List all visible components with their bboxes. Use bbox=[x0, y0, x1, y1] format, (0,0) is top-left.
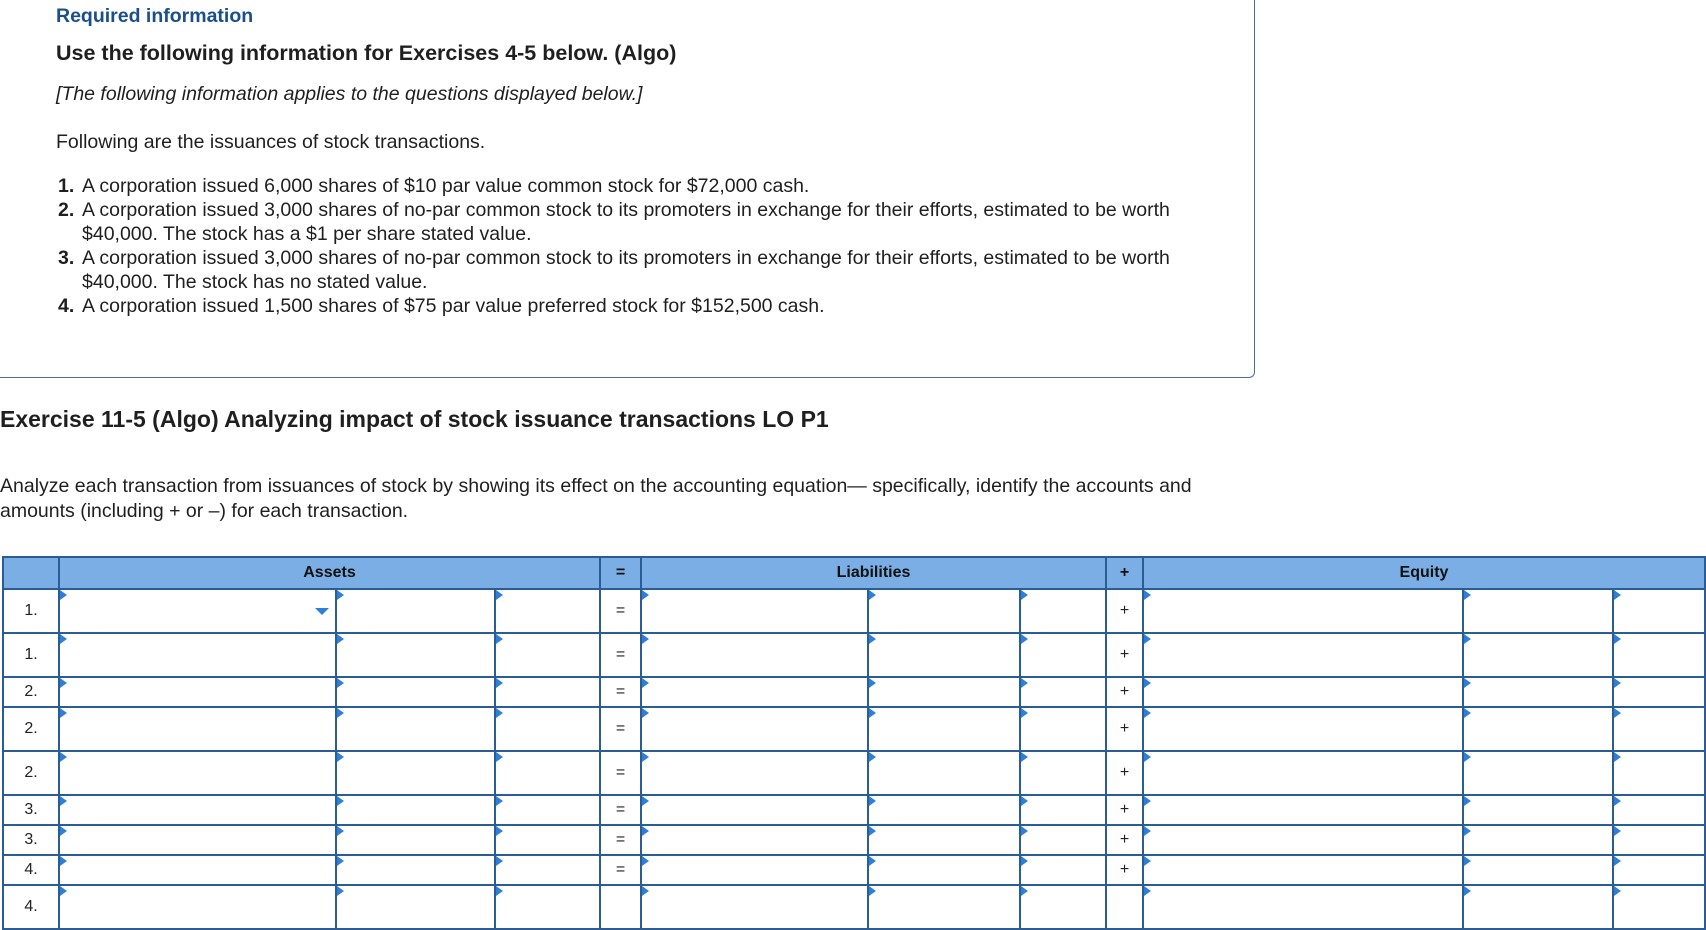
equity-account-input[interactable] bbox=[1143, 795, 1463, 825]
list-item bbox=[58, 198, 1198, 246]
assets-extra-input[interactable] bbox=[495, 885, 600, 929]
liabilities-header: Liabilities bbox=[641, 557, 1106, 589]
plus-header: + bbox=[1106, 557, 1143, 589]
assets-extra-input[interactable] bbox=[495, 855, 600, 885]
liabilities-amount-input[interactable] bbox=[868, 795, 1020, 825]
assets-extra-input[interactable] bbox=[495, 707, 600, 751]
list-item-number: 2. bbox=[58, 199, 75, 221]
equity-extra-input[interactable] bbox=[1613, 855, 1705, 885]
row-header-blank bbox=[3, 557, 59, 589]
plus-sign: + bbox=[1106, 633, 1143, 677]
liabilities-account-input[interactable] bbox=[641, 855, 868, 885]
assets-account-input[interactable] bbox=[59, 707, 336, 751]
table-row bbox=[3, 795, 1705, 825]
equity-amount-input[interactable] bbox=[1463, 885, 1613, 929]
plus-sign: + bbox=[1106, 707, 1143, 751]
liabilities-extra-input[interactable] bbox=[1020, 589, 1106, 633]
equals-sign: = bbox=[600, 633, 641, 677]
intro-lead: Following are the issuances of stock transactions. bbox=[56, 131, 486, 153]
equals-sign: = bbox=[600, 825, 641, 855]
equity-header: Equity bbox=[1143, 557, 1705, 589]
intro-note: [The following information applies to the questions displayed below.] bbox=[56, 83, 643, 105]
equity-amount-input[interactable] bbox=[1463, 751, 1613, 795]
transaction-list bbox=[58, 174, 1198, 318]
equity-extra-input[interactable] bbox=[1613, 885, 1705, 929]
equity-extra-input[interactable] bbox=[1613, 677, 1705, 707]
equity-extra-input[interactable] bbox=[1613, 825, 1705, 855]
liabilities-extra-input[interactable] bbox=[1020, 707, 1106, 751]
liabilities-amount-input[interactable] bbox=[868, 677, 1020, 707]
equity-account-input[interactable] bbox=[1143, 589, 1463, 633]
equity-amount-input[interactable] bbox=[1463, 677, 1613, 707]
row-label: 1. bbox=[3, 589, 59, 633]
equals-sign: = bbox=[600, 751, 641, 795]
liabilities-extra-input[interactable] bbox=[1020, 677, 1106, 707]
table-body bbox=[3, 589, 1705, 929]
plus-sign: + bbox=[1106, 795, 1143, 825]
exercise-title: Exercise 11-5 (Algo) Analyzing impact of stock issuance transactions LO P1 bbox=[0, 406, 829, 432]
required-info-label: Required information bbox=[56, 5, 254, 27]
assets-amount-input[interactable] bbox=[336, 795, 495, 825]
liabilities-amount-input[interactable] bbox=[868, 707, 1020, 751]
liabilities-amount-input[interactable] bbox=[868, 885, 1020, 929]
equity-account-input[interactable] bbox=[1143, 825, 1463, 855]
table-row bbox=[3, 633, 1705, 677]
assets-extra-input[interactable] bbox=[495, 589, 600, 633]
row-label: 2. bbox=[3, 751, 59, 795]
assets-extra-input[interactable] bbox=[495, 825, 600, 855]
table-row bbox=[3, 885, 1705, 929]
table-row bbox=[3, 589, 1705, 633]
plus-sign bbox=[1106, 885, 1143, 929]
assets-account-input[interactable] bbox=[59, 825, 336, 855]
liabilities-amount-input[interactable] bbox=[868, 633, 1020, 677]
equity-account-input[interactable] bbox=[1143, 677, 1463, 707]
assets-amount-input[interactable] bbox=[336, 855, 495, 885]
liabilities-extra-input[interactable] bbox=[1020, 751, 1106, 795]
equity-amount-input[interactable] bbox=[1463, 633, 1613, 677]
liabilities-account-input[interactable] bbox=[641, 795, 868, 825]
equals-sign: = bbox=[600, 855, 641, 885]
liabilities-extra-input[interactable] bbox=[1020, 633, 1106, 677]
assets-amount-input[interactable] bbox=[336, 677, 495, 707]
table-row bbox=[3, 707, 1705, 751]
accounting-equation-table bbox=[2, 556, 1706, 930]
assets-extra-input[interactable] bbox=[495, 751, 600, 795]
liabilities-amount-input[interactable] bbox=[868, 589, 1020, 633]
equity-account-input[interactable] bbox=[1143, 633, 1463, 677]
assets-account-input[interactable] bbox=[59, 795, 336, 825]
equity-amount-input[interactable] bbox=[1463, 707, 1613, 751]
assets-amount-input[interactable] bbox=[336, 885, 495, 929]
equals-sign: = bbox=[600, 677, 641, 707]
row-label: 3. bbox=[3, 825, 59, 855]
list-item-text: A corporation issued 3,000 shares of no-par common stock to its promoters in exchange for their efforts, estimated to be worth $40,000. The stock has no stated value. bbox=[82, 247, 1170, 293]
liabilities-account-input[interactable] bbox=[641, 707, 868, 751]
list-item-text: A corporation issued 3,000 shares of no-par common stock to its promoters in exchange for their efforts, estimated to be worth $40,000. The stock has a $1 per share stated value. bbox=[82, 199, 1170, 245]
row-label: 3. bbox=[3, 795, 59, 825]
equity-amount-input[interactable] bbox=[1463, 855, 1613, 885]
plus-sign: + bbox=[1106, 751, 1143, 795]
liabilities-extra-input[interactable] bbox=[1020, 825, 1106, 855]
plus-sign: + bbox=[1106, 855, 1143, 885]
assets-account-input[interactable] bbox=[59, 885, 336, 929]
table-row bbox=[3, 855, 1705, 885]
intro-title: Use the following information for Exercises 4-5 below. (Algo) bbox=[56, 41, 677, 65]
list-item bbox=[58, 174, 1198, 198]
equity-amount-input[interactable] bbox=[1463, 795, 1613, 825]
plus-sign: + bbox=[1106, 677, 1143, 707]
plus-sign: + bbox=[1106, 589, 1143, 633]
table-row bbox=[3, 677, 1705, 707]
equity-extra-input[interactable] bbox=[1613, 633, 1705, 677]
liabilities-account-input[interactable] bbox=[641, 677, 868, 707]
equity-account-input[interactable] bbox=[1143, 885, 1463, 929]
plus-sign: + bbox=[1106, 825, 1143, 855]
assets-account-dropdown[interactable] bbox=[59, 589, 336, 633]
equity-extra-input[interactable] bbox=[1613, 707, 1705, 751]
list-item-text: A corporation issued 1,500 shares of $75 par value preferred stock for $152,500 cash. bbox=[82, 295, 825, 317]
exercise-instructions: Analyze each transaction from issuances of stock by showing its effect on the accounting equation— specifically, identify the accounts and amounts (including + or –) for each transaction. bbox=[0, 475, 1192, 522]
list-item bbox=[58, 294, 1198, 318]
liabilities-account-input[interactable] bbox=[641, 633, 868, 677]
equals-sign: = bbox=[600, 795, 641, 825]
equals-sign bbox=[600, 885, 641, 929]
assets-extra-input[interactable] bbox=[495, 795, 600, 825]
assets-amount-input[interactable] bbox=[336, 589, 495, 633]
equals-sign: = bbox=[600, 589, 641, 633]
equity-account-input[interactable] bbox=[1143, 707, 1463, 751]
assets-extra-input[interactable] bbox=[495, 633, 600, 677]
row-label: 2. bbox=[3, 677, 59, 707]
liabilities-amount-input[interactable] bbox=[868, 825, 1020, 855]
assets-header: Assets bbox=[59, 557, 600, 589]
list-item bbox=[58, 246, 1198, 294]
row-label: 4. bbox=[3, 885, 59, 929]
equity-amount-input[interactable] bbox=[1463, 589, 1613, 633]
assets-account-input[interactable] bbox=[59, 855, 336, 885]
equity-account-input[interactable] bbox=[1143, 855, 1463, 885]
liabilities-extra-input[interactable] bbox=[1020, 885, 1106, 929]
liabilities-account-input[interactable] bbox=[641, 589, 868, 633]
equity-extra-input[interactable] bbox=[1613, 589, 1705, 633]
assets-amount-input[interactable] bbox=[336, 751, 495, 795]
row-label: 4. bbox=[3, 855, 59, 885]
liabilities-account-input[interactable] bbox=[641, 825, 868, 855]
list-item-number: 4. bbox=[58, 295, 75, 317]
equity-extra-input[interactable] bbox=[1613, 795, 1705, 825]
liabilities-amount-input[interactable] bbox=[868, 751, 1020, 795]
row-label: 2. bbox=[3, 707, 59, 751]
list-item-text: A corporation issued 6,000 shares of $10 par value common stock for $72,000 cash. bbox=[82, 175, 810, 197]
liabilities-amount-input[interactable] bbox=[868, 855, 1020, 885]
list-item-number: 1. bbox=[58, 175, 75, 197]
assets-account-input[interactable] bbox=[59, 751, 336, 795]
equity-amount-input[interactable] bbox=[1463, 825, 1613, 855]
liabilities-extra-input[interactable] bbox=[1020, 855, 1106, 885]
assets-amount-input[interactable] bbox=[336, 633, 495, 677]
table-row bbox=[3, 825, 1705, 855]
liabilities-account-input[interactable] bbox=[641, 885, 868, 929]
chevron-down-icon[interactable] bbox=[315, 608, 329, 615]
equals-sign: = bbox=[600, 707, 641, 751]
assets-account-input[interactable] bbox=[59, 633, 336, 677]
equity-account-input[interactable] bbox=[1143, 751, 1463, 795]
liabilities-extra-input[interactable] bbox=[1020, 795, 1106, 825]
equity-extra-input[interactable] bbox=[1613, 751, 1705, 795]
assets-amount-input[interactable] bbox=[336, 825, 495, 855]
list-item-number: 3. bbox=[58, 247, 75, 269]
table-row bbox=[3, 751, 1705, 795]
assets-extra-input[interactable] bbox=[495, 677, 600, 707]
assets-account-input[interactable] bbox=[59, 677, 336, 707]
assets-amount-input[interactable] bbox=[336, 707, 495, 751]
row-label: 1. bbox=[3, 633, 59, 677]
equals-header: = bbox=[600, 557, 641, 589]
liabilities-account-input[interactable] bbox=[641, 751, 868, 795]
